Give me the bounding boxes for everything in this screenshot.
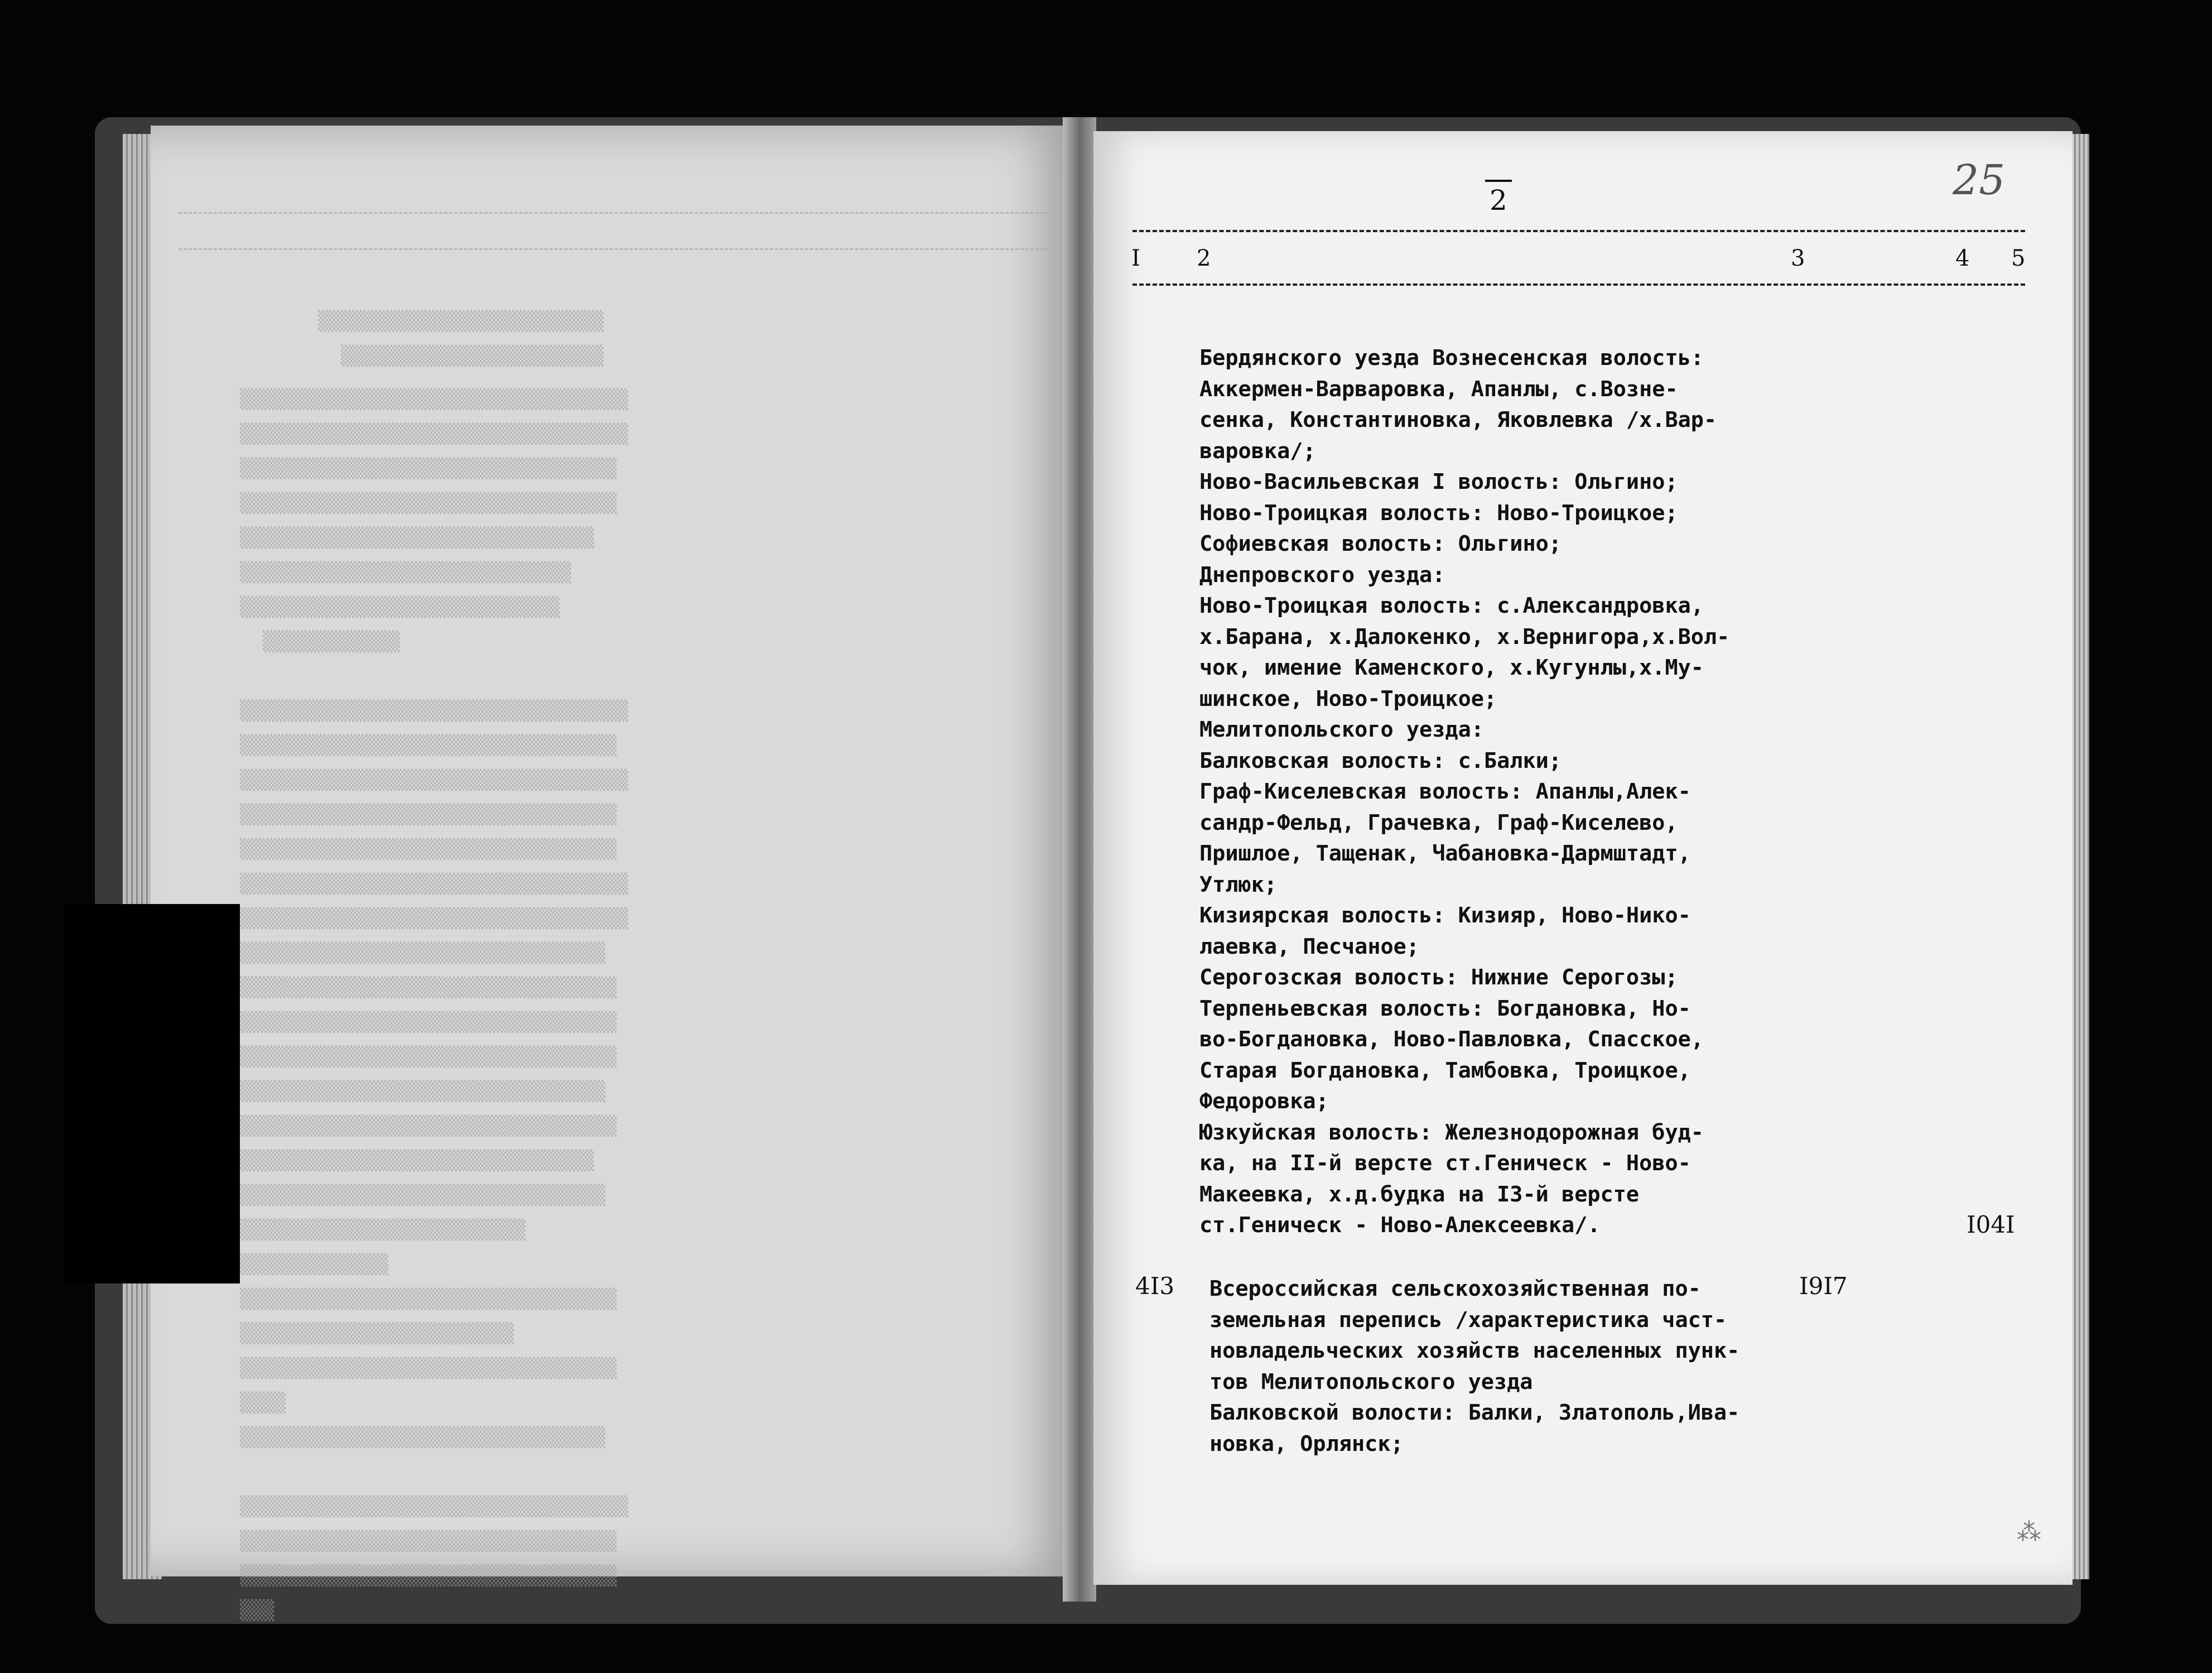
binding-clip xyxy=(64,904,240,1283)
column-header-5: 5 xyxy=(2011,246,2026,271)
left-page-bleed-through: ▒▒▒▒▒▒▒▒▒▒▒▒▒▒▒▒▒▒▒▒▒▒▒▒▒▒▒▒▒▒▒▒▒▒ ▒▒▒▒▒▒▒▒▒▒▒▒▒▒▒▒▒▒▒▒▒▒▒▒▒▒▒▒▒▒▒▒▒▒ ▒▒▒▒▒▒▒▒▒▒▒▒▒▒▒▒▒▒▒▒▒▒▒▒▒▒▒▒▒▒▒▒▒ ▒▒▒▒▒▒▒▒▒▒▒▒▒▒▒▒▒▒▒▒▒▒▒▒▒▒▒▒▒▒▒▒▒ ▒▒▒▒▒▒▒▒▒▒▒▒▒▒▒▒▒▒▒▒▒▒▒▒▒▒▒▒▒▒▒ ▒▒▒▒▒▒▒▒▒▒▒▒▒▒▒▒▒▒▒▒▒▒▒▒▒▒▒▒▒ ▒▒▒▒▒▒▒▒▒▒▒▒▒▒▒▒▒▒▒▒▒▒▒▒▒▒▒▒ ▒▒▒▒▒▒▒▒▒▒▒▒ ▒▒▒▒▒▒▒▒▒▒▒▒▒▒▒▒▒▒▒▒▒▒▒▒▒▒▒▒▒▒▒▒▒▒ ▒▒▒▒▒▒▒▒▒▒▒▒▒▒▒▒▒▒▒▒▒▒▒▒▒▒▒▒▒▒▒▒▒ ▒▒▒▒▒▒▒▒▒▒▒▒▒▒▒▒▒▒▒▒▒▒▒▒▒▒▒▒▒▒▒▒▒▒ ▒▒▒▒▒▒▒▒▒▒▒▒▒▒▒▒▒▒▒▒▒▒▒▒▒▒▒▒▒▒▒▒▒ ▒▒▒▒▒▒▒▒▒▒▒▒▒▒▒▒▒▒▒▒▒▒▒▒▒▒▒▒▒▒▒▒▒ ▒▒▒▒▒▒▒▒▒▒▒▒▒▒▒▒▒▒▒▒▒▒▒▒▒▒▒▒▒▒▒▒▒▒ ▒▒▒▒▒▒▒▒▒▒▒▒▒▒▒▒▒▒▒▒▒▒▒▒▒▒▒▒▒▒▒▒▒▒ ▒▒▒▒▒▒▒▒▒▒▒▒▒▒▒▒▒▒▒▒▒▒▒▒▒▒▒▒▒▒▒▒ ▒▒▒▒▒▒▒▒▒▒▒▒▒▒▒▒▒▒▒▒▒▒▒▒▒▒▒▒▒▒▒▒▒ ▒▒▒▒▒▒▒▒▒▒▒▒▒▒▒▒▒▒▒▒▒▒▒▒▒▒▒▒▒▒▒▒▒ ▒▒▒▒▒▒▒▒▒▒▒▒▒▒▒▒▒▒▒▒▒▒▒▒▒▒▒▒▒▒▒▒▒ ▒▒▒▒▒▒▒▒▒▒▒▒▒▒▒▒▒▒▒▒▒▒▒▒▒▒▒▒▒▒▒▒ ▒▒▒▒▒▒▒▒▒▒▒▒▒▒▒▒▒▒▒▒▒▒▒▒▒▒▒▒▒▒▒▒▒ ▒▒▒▒▒▒▒▒▒▒▒▒▒▒▒▒▒▒▒▒▒▒▒▒▒▒▒▒▒▒▒ ▒▒▒▒▒▒▒▒▒▒▒▒▒▒▒▒▒▒▒▒▒▒▒▒▒▒▒▒▒▒▒▒ ▒▒▒▒▒▒▒▒▒▒▒▒▒▒▒▒▒▒▒▒▒▒▒▒▒ ▒▒▒▒▒▒▒▒▒▒▒▒▒ ▒▒▒▒▒▒▒▒▒▒▒▒▒▒▒▒▒▒▒▒▒▒▒▒▒▒▒▒▒▒▒▒▒ ▒▒▒▒▒▒▒▒▒▒▒▒▒▒▒▒▒▒▒▒▒▒▒▒ ▒▒▒▒▒▒▒▒▒▒▒▒▒▒▒▒▒▒▒▒▒▒▒▒▒▒▒▒▒▒▒▒▒ ▒▒▒▒ ▒▒▒▒▒▒▒▒▒▒▒▒▒▒▒▒▒▒▒▒▒▒▒▒▒▒▒▒▒▒▒▒ ▒▒▒▒▒▒▒▒▒▒▒▒▒▒▒▒▒▒▒▒▒▒▒▒▒▒▒▒▒▒▒▒▒▒ ▒▒▒▒▒▒▒▒▒▒▒▒▒▒▒▒▒▒▒▒▒▒▒▒▒▒▒▒▒▒▒▒▒ ▒▒▒▒▒▒▒▒▒▒▒▒▒▒▒▒▒▒▒▒▒▒▒▒▒▒▒▒▒▒▒▒▒ ▒▒▒ xyxy=(240,388,628,1622)
entry-line: Ново-Троицкая волость: Ново-Троицкое; xyxy=(1199,500,1678,526)
entry-line: х.Барана, х.Далокенко, х.Вернигора,х.Вол- xyxy=(1199,624,1730,650)
column-header-3: 3 xyxy=(1791,246,1805,271)
typed-page-number: 2 xyxy=(1490,184,1507,217)
entry-line: Утлюк; xyxy=(1199,872,1278,897)
page-corner-mark: ⁂ xyxy=(2017,1518,2041,1546)
entry-line: земельная перепись /характеристика част- xyxy=(1209,1307,1727,1333)
entry-line: Балковская волость: с.Балки; xyxy=(1199,748,1562,773)
entry-line: сенка, Константиновка, Яковлевка /х.Вар- xyxy=(1199,407,1717,432)
book-spine xyxy=(1063,117,1096,1602)
entry-line: Мелитопольского уезда: xyxy=(1199,717,1484,742)
column-header-1: I xyxy=(1131,246,1140,271)
entry-line: Всероссийская сельскохозяйственная по- xyxy=(1209,1276,1701,1301)
entry-line: Пришлое, Тащенак, Чабановка-Дармштадт, xyxy=(1199,841,1691,866)
left-page-bleed-rule xyxy=(179,248,1049,250)
entry-line: Ново-Троицкая волость: с.Александровка, xyxy=(1199,593,1704,618)
entry-line: Старая Богдановка, Тамбовка, Троицкое, xyxy=(1199,1057,1691,1083)
entry-line: Федоровка; xyxy=(1199,1089,1329,1114)
entry-412-text xyxy=(1199,343,1729,1241)
entry-line: шинское, Ново-Троицкое; xyxy=(1199,686,1497,711)
entry-line: Юзкуйская волость: Железнодорожная буд- xyxy=(1199,1119,1704,1145)
entry-413-number: 4I3 xyxy=(1135,1272,1175,1300)
entry-line: Макеевка, х.д.будка на I3-й версте xyxy=(1199,1181,1640,1207)
entry-line: Софиевская волость: Ольгино; xyxy=(1199,531,1562,556)
column-header-4: 4 xyxy=(1955,246,1970,271)
entry-line: варовка/; xyxy=(1199,438,1316,464)
entry-line: Ново-Васильевская I волость: Ольгино; xyxy=(1199,469,1678,494)
entry-line: ст.Геническ - Ново-Алексеевка/. xyxy=(1199,1213,1601,1238)
entry-412-count: I04I xyxy=(1967,1211,2015,1238)
entry-line: новладельческих хозяйств населенных пунк- xyxy=(1209,1338,1740,1363)
entry-line: ка, на II-й версте ст.Геническ - Ново- xyxy=(1199,1151,1691,1176)
header-top-rule xyxy=(1132,230,2025,232)
left-page-bleed-through: ▒▒▒▒▒▒▒▒▒▒▒▒▒▒▒▒▒▒▒▒▒▒▒▒▒ ▒▒▒▒▒▒▒▒▒▒▒▒▒▒▒▒▒▒▒▒▒▒▒ xyxy=(318,310,604,367)
entry-line: Аккермен-Варваровка, Апанлы, с.Возне- xyxy=(1199,376,1678,402)
entry-line: Кизиярская волость: Кизияр, Ново-Нико- xyxy=(1199,903,1691,928)
header-bottom-rule xyxy=(1132,283,2025,286)
entry-line: Терпеньевская волость: Богдановка, Но- xyxy=(1199,996,1691,1021)
entry-line: новка, Орлянск; xyxy=(1209,1431,1404,1456)
entry-line: сандр-Фельд, Грачевка, Граф-Киселево, xyxy=(1199,810,1678,835)
entry-line: тов Мелитопольского уезда xyxy=(1209,1369,1533,1395)
entry-line: Бердянского уезда Вознесенская волость: xyxy=(1199,345,1704,371)
column-header-2: 2 xyxy=(1197,246,1211,271)
entry-413-text xyxy=(1209,1273,1739,1459)
entry-line: Днепровского уезда: xyxy=(1199,562,1445,588)
handwritten-page-number: 25 xyxy=(1953,156,2006,204)
entry-line: Серогозская волость: Нижние Серогозы; xyxy=(1199,965,1678,990)
entry-413-year: I9I7 xyxy=(1799,1272,1848,1300)
entry-line: Граф-Киселевская волость: Апанлы,Алек- xyxy=(1199,779,1691,804)
left-page xyxy=(151,126,1077,1622)
entry-line: чок, имение Каменского, х.Кугунлы,х.Му- xyxy=(1199,655,1704,680)
entry-line: лаевка, Песчаное; xyxy=(1199,934,1420,959)
entry-line: Балковской волости: Балки, Златополь,Ива- xyxy=(1209,1400,1740,1425)
entry-line: во-Богдановка, Ново-Павловка, Спасское, xyxy=(1199,1027,1704,1052)
left-page-bleed-rule xyxy=(179,212,1049,214)
